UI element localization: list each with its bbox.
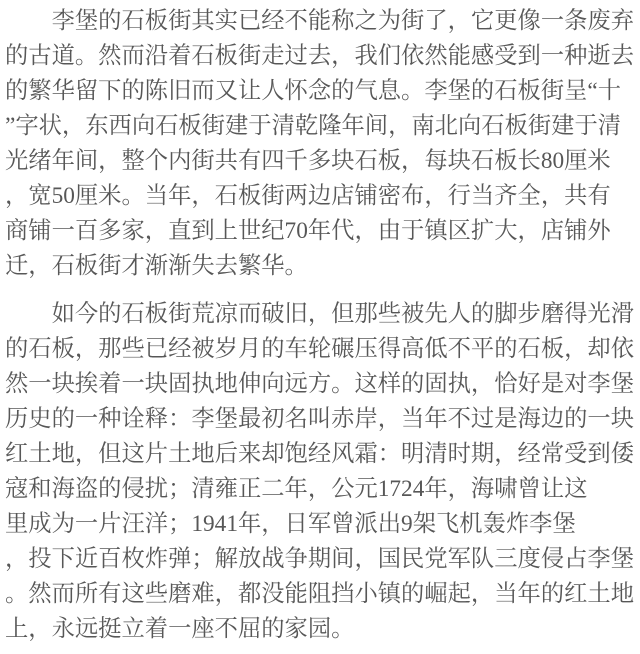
text-line: 光绪年间，整个内街共有四千多块石板，每块石板长80厘米	[5, 148, 611, 174]
paragraph-stone-street-history	[5, 4, 638, 284]
text-line: ，宽50厘米。当年，石板街两边店铺密布，行当齐全，共有	[5, 183, 611, 209]
text-line: 里成为一片汪洋；1941年，日军曾派出9架飞机轰炸李堡	[5, 511, 576, 537]
text-line: 寇和海盗的侵扰；清雍正二年，公元1724年，海啸曾让这	[5, 476, 588, 502]
text-line: 迁，石板街才渐渐失去繁华。	[5, 253, 308, 279]
text-line: 上，永远挺立着一座不屈的家园。	[5, 616, 355, 642]
text-line: ，投下近百枚炸弹；解放战争期间，国民党军队三度侵占李堡	[5, 546, 635, 572]
text-line: 红土地，但这片土地后来却饱经风霜：明清时期，经常受到倭	[5, 441, 635, 467]
text-line: 李堡的石板街其实已经不能称之为街了，它更像一条废弃	[51, 8, 635, 34]
text-line: 。然而所有这些磨难，都没能阻挡小镇的崛起，当年的红土地	[5, 581, 635, 607]
text-line: 的繁华留下的陈旧而又让人怀念的气息。李堡的石板街呈“十	[5, 78, 622, 104]
text-line: 历史的一种诠释：李堡最初名叫赤岸，当年不过是海边的一块	[5, 406, 635, 432]
paragraph-stone-street-today	[5, 297, 638, 647]
text-line: 如今的石板街荒凉而破旧，但那些被先人的脚步磨得光滑	[51, 301, 635, 327]
text-line: 的石板，那些已经被岁月的车轮碾压得高低不平的石板，却依	[5, 336, 635, 362]
text-line: 商铺一百多家，直到上世纪70年代，由于镇区扩大，店铺外	[5, 218, 611, 244]
text-line: 的古道。然而沿着石板街走过去，我们依然能感受到一种逝去	[5, 43, 635, 69]
text-line: 然一块挨着一块固执地伸向远方。这样的固执，恰好是对李堡	[5, 371, 635, 397]
text-line: ”字状，东西向石板街建于清乾隆年间，南北向石板街建于清	[5, 113, 622, 139]
